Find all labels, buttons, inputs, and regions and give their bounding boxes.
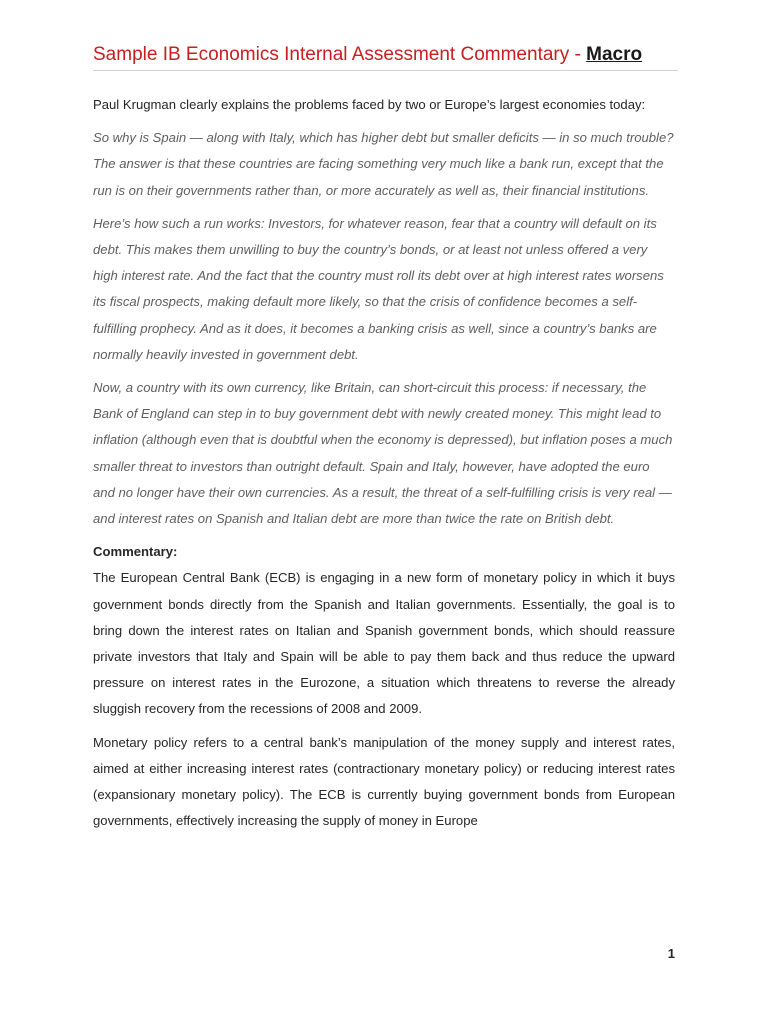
quote-paragraph-3: Now, a country with its own currency, like Britain, can short-circuit this process: if necessary, the Bank of England can step in to buy government debt with newly created money. This might lead to inflation (although even that is doubtful when the economy is depressed), but inflation poses a much smaller threat to investors than outright default. Spain and Italy, however, have adopted the euro and no longer have their own currencies. As a result, the threat of a self-fulfilling crisis is very real — and interest rates on Spanish and Italian debt are more than twice the rate on British debt. <box>93 380 673 527</box>
commentary-paragraph-2: Monetary policy refers to a central bank’s manipulation of the money supply and interest rates, aimed at either increasing interest rates (contractionary monetary policy) or reducing interest rates (expansionary monetary policy). The ECB is currently buying government bonds from European governments, effectively increasing the supply of money in Europe <box>93 734 675 829</box>
intro-paragraph: Paul Krugman clearly explains the problems faced by two or Europe’s largest economies today: <box>93 97 646 112</box>
title-divider <box>93 70 678 71</box>
document-body <box>93 92 675 841</box>
page-number: 1 <box>667 946 675 961</box>
page-title <box>93 42 693 68</box>
quote-paragraph-2: Here’s how such a run works: Investors, for whatever reason, fear that a country will default on its debt. This makes them unwilling to buy the country’s bonds, or at least not unless offered a very high interest rate. And the fact that the country must roll its debt over at high interest rates worsens its fiscal prospects, making default more likely, so that the crisis of confidence becomes a self-fulfilling prophecy. And as it does, it becomes a banking crisis as well, since a country’s banks are normally heavily invested in government debt. <box>93 215 664 362</box>
commentary-heading: Commentary: <box>93 544 178 560</box>
quote-paragraph-1: So why is Spain — along with Italy, which has higher debt but smaller deficits — in so much trouble? The answer is that these countries are facing something very much like a bank run, except that the run is on their governments rather than, or more accurately as well as, their financial institutions. <box>93 130 674 198</box>
title-tag: Macro <box>586 44 643 65</box>
title-text: Sample IB Economics Internal Assessment Commentary <box>93 44 570 65</box>
commentary-paragraph-1: The European Central Bank (ECB) is engaging in a new form of monetary policy in which it buys government bonds directly from the Spanish and Italian governments. Essentially, the goal is to bring down the interest rates on Italian and Spanish government bonds, which should reassure private investors that Italy and Spain will be able to pay them back and thus reduce the upward pressure on interest rates in the Eurozone, a situation which threatens to reverse the already sluggish recovery from the recessions of 2008 and 2009. <box>93 570 675 717</box>
title-separator: - <box>569 44 587 65</box>
